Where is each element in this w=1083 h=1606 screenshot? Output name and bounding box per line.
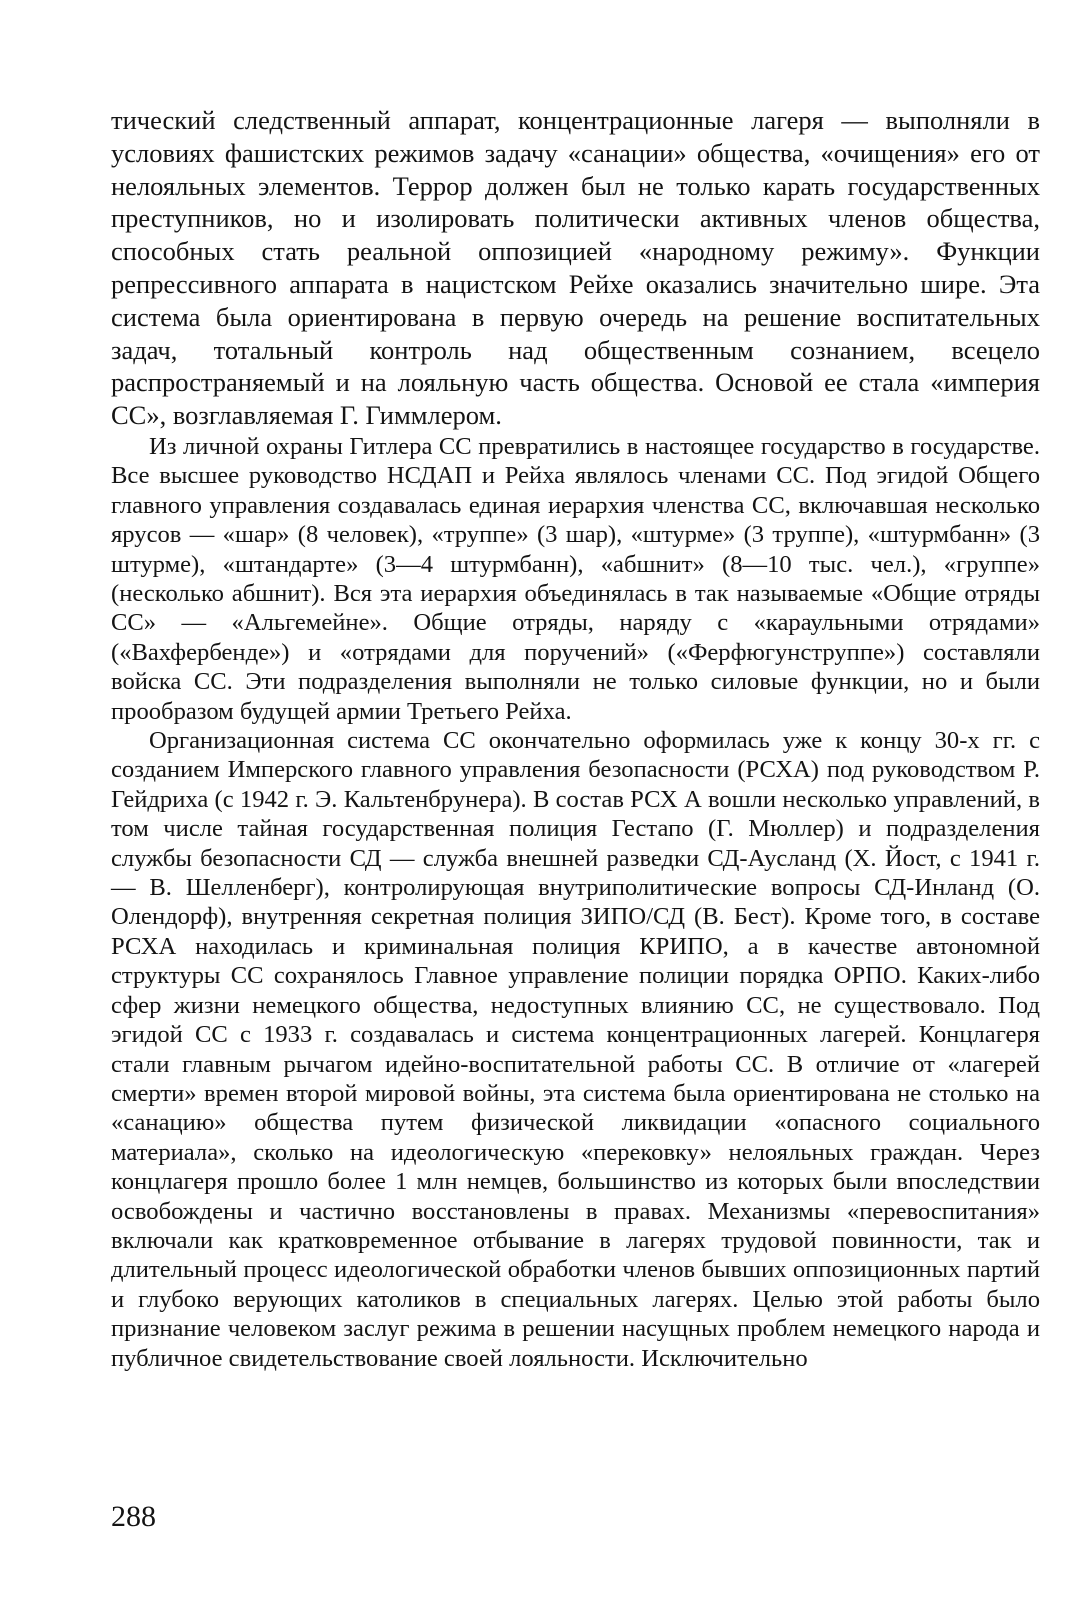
- paragraph: тический следственный аппарат, концентрационные лагеря — выполняли в условиях фашистских режимов задачу «санации» общества, «очищения» его от нелояльных элементов. Террор должен был не только карать государственных преступников, но и изолировать политически активных членов общества, способных стать реальной оппозицией «народному режиму». Функции репрессивного аппарата в нацистском Рейхе оказались значительно шире. Эта система была ориентирована в первую очередь на решение воспитательных задач, тотальный контроль над общественным сознанием, всецело распространяемый и на лояльную часть общества. Основой ее стала «империя СС», возглавляемая Г. Гиммлером.: [111, 105, 1040, 431]
- page-number: 288: [111, 1500, 156, 1533]
- paragraph: Из личной охраны Гитлера СС превратились в настоящее государство в государстве. Все высшее руководство НСДАП и Рейха являлось членами СС. Под эгидой Общего главного управления создавалась единая иерархия членства СС, включавшая несколько ярусов — «шар» (8 человек), «труппе» (3 шар), «штурме» (3 труппе), «штурмбанн» (3 штурме), «штандарте» (3—4 штурмбанн), «абшнит» (8—10 тыс. чел.), «группе» (несколько абшнит). Вся эта иерархия объединялась в так называемые «Общие отряды СС» — «Альгемейне». Общие отряды, наряду с «караульными отрядами» («Вахфербенде») и «отрядами для поручений» («Ферфюгунструппе») составляли войска СС. Эти подразделения выполняли не только силовые функции, но и были прообразом будущей армии Третьего Рейха.: [111, 432, 1040, 725]
- paragraph: Организационная система СС окончательно оформилась уже к концу 30-х гг. с созданием Имперского главного управления безопасности (РСХА) под руководством Р. Гейдриха (с 1942 г. Э. Кальтенбрунера). В состав РСХ А вошли несколько управлений, в том числе тайная государственная полиция Гестапо (Г. Мюллер) и подразделения службы безопасности СД — служба внешней разведки СД-Аусланд (X. Йост, с 1941 г. — В. Шелленберг), контролирующая внутриполитические вопросы СД-Инланд (О. Олендорф), внутренняя секретная полиция ЗИПО/СД (В. Бест). Кроме того, в составе РСХА находилась и криминальная полиция КРИПО, а в качестве автономной структуры СС сохранялось Главное управление полиции порядка ОРПО. Каких-либо сфер жизни немецкого общества, недоступных влиянию СС, не существовало. Под эгидой СС с 1933 г. создавалась и система концентрационных лагерей. Концлагеря стали главным рычагом идейно-воспитательной работы СС. В отличие от «лагерей смерти» времен второй мировой войны, эта система была ориентирована не столько на «санацию» общества путем физической ликвидации «опасного социального материала», сколько на идеологическую «перековку» нелояльных граждан. Через концлагеря прошло более 1 млн немцев, большинство из которых были впоследствии освобождены и частично восстановлены в правах. Механизмы «перевоспитания» включали как кратковременное отбывание в лагерях трудовой повинности, так и длительный процесс идеологической обработки членов бывших оппозиционных партий и глубоко верующих католиков в специальных лагерях. Целью этой работы было признание человеком заслуг режима в решении насущных проблем немецкого народа и публичное свидетельствование своей лояльности. Исключительно: [111, 727, 1040, 1372]
- page-body: [111, 104, 1040, 1373]
